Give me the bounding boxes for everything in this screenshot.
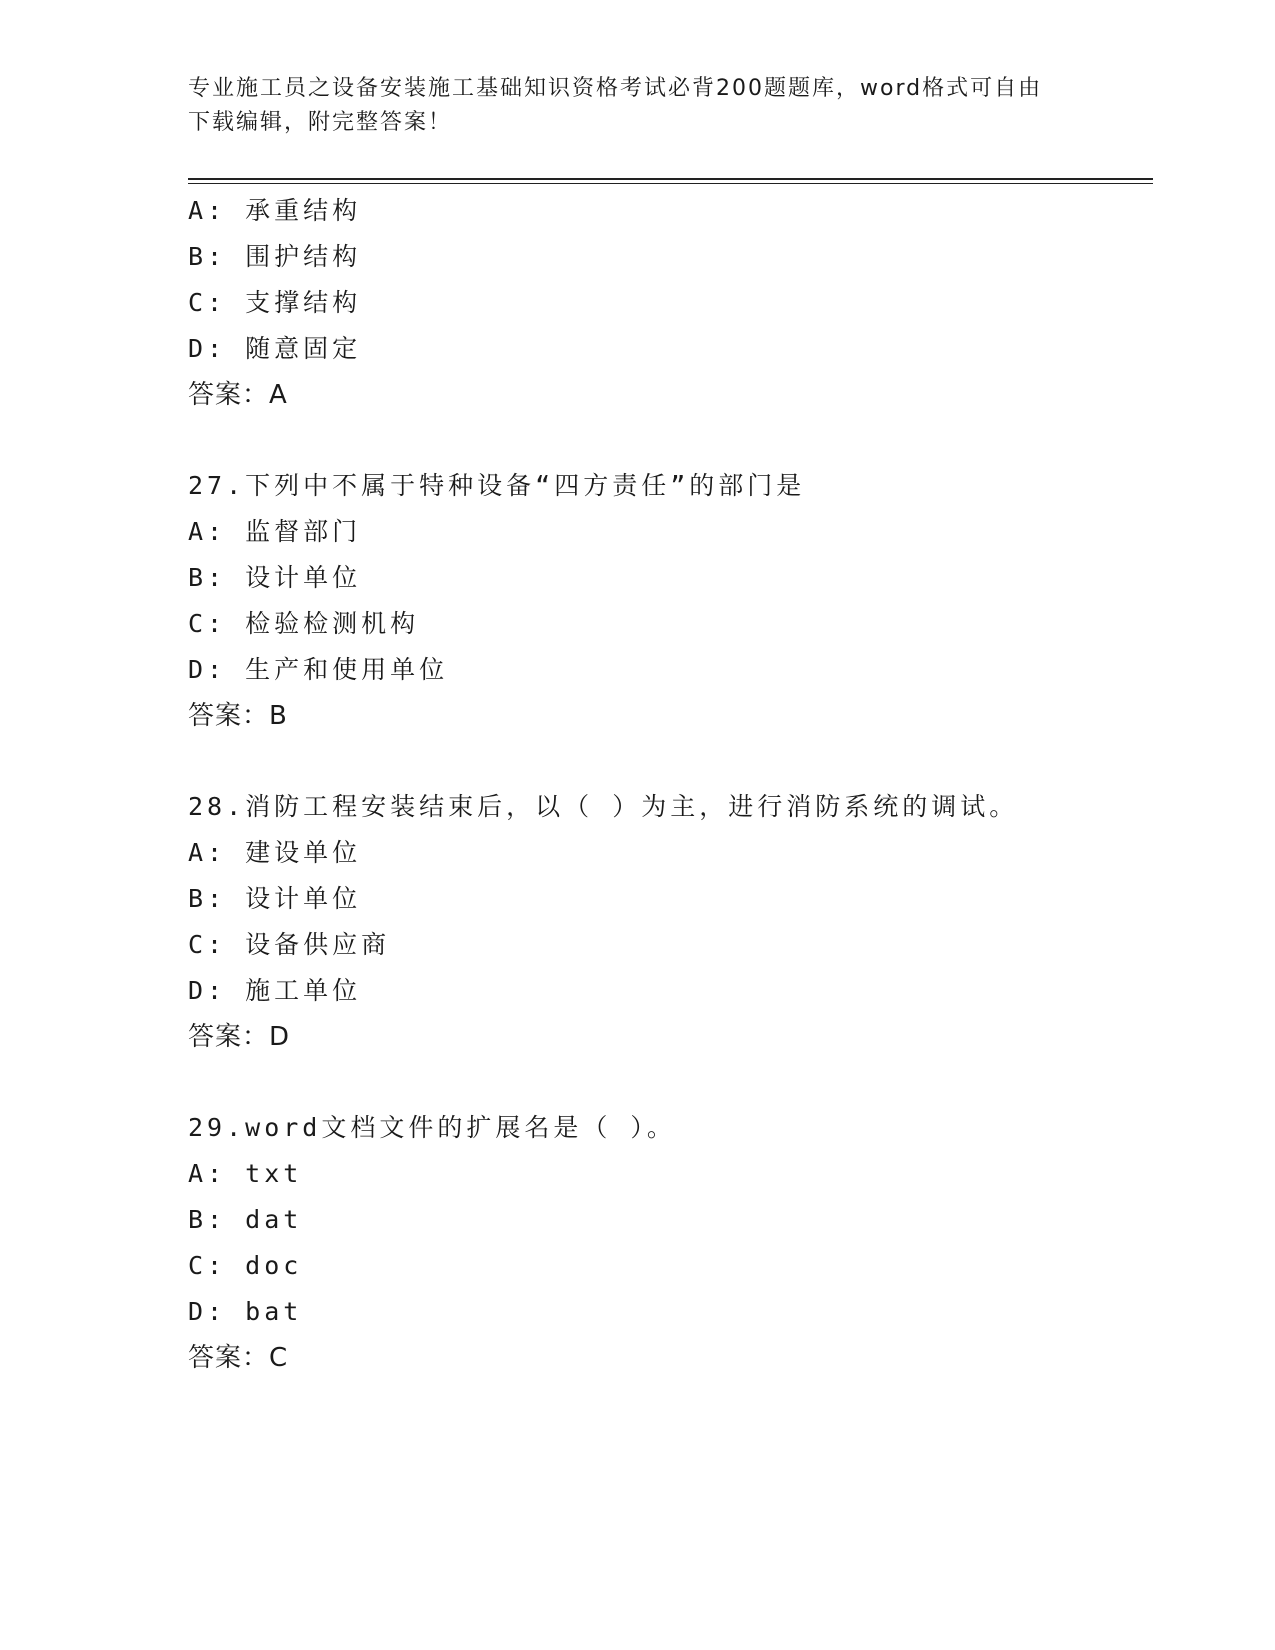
option-c: C: 设备供应商 [188,930,391,959]
option-b: B: 设计单位 [188,884,362,913]
answer-line: 答案：D [188,1022,291,1052]
option-c: C: doc [188,1251,303,1280]
option-a: A: 承重结构 [188,196,362,225]
option-b: B: 设计单位 [188,563,362,592]
option-d: D: 随意固定 [188,334,362,363]
question-stem [188,463,1153,509]
document-header [188,72,1088,140]
question-text: word文档文件的扩展名是（ ）。 [245,1113,676,1142]
question-block-27 [188,463,1153,739]
question-number: 27. [188,471,246,500]
question-stem [188,1105,1153,1151]
question-stem [188,784,1153,830]
option-d: D: 生产和使用单位 [188,655,449,684]
option-c: C: 支撑结构 [188,288,362,317]
header-line-1: 专业施工员之设备安装施工基础知识资格考试必背200题题库，word格式可自由 [188,76,1043,101]
question-list [188,188,1153,1426]
question-text: 下列中不属于特种设备“四方责任”的部门是 [245,471,806,500]
option-a: A: 监督部门 [188,517,362,546]
header-divider [188,178,1153,184]
option-b: B: 围护结构 [188,242,362,271]
option-a: A: 建设单位 [188,838,362,867]
question-text: 消防工程安装结束后，以（ ）为主，进行消防系统的调试。 [245,792,1019,821]
option-d: D: bat [188,1297,303,1326]
question-number: 29. [188,1113,246,1142]
answer-line: 答案：A [188,380,288,410]
question-block-26 [188,188,1153,418]
question-block-28 [188,784,1153,1060]
header-line-2: 下载编辑，附完整答案！ [188,110,453,135]
option-d: D: 施工单位 [188,976,362,1005]
question-number: 28. [188,792,246,821]
question-block-29 [188,1105,1153,1381]
answer-line: 答案：B [188,701,288,731]
option-a: A: txt [188,1159,303,1188]
answer-line: 答案：C [188,1343,289,1373]
option-b: B: dat [188,1205,303,1234]
option-c: C: 检验检测机构 [188,609,420,638]
